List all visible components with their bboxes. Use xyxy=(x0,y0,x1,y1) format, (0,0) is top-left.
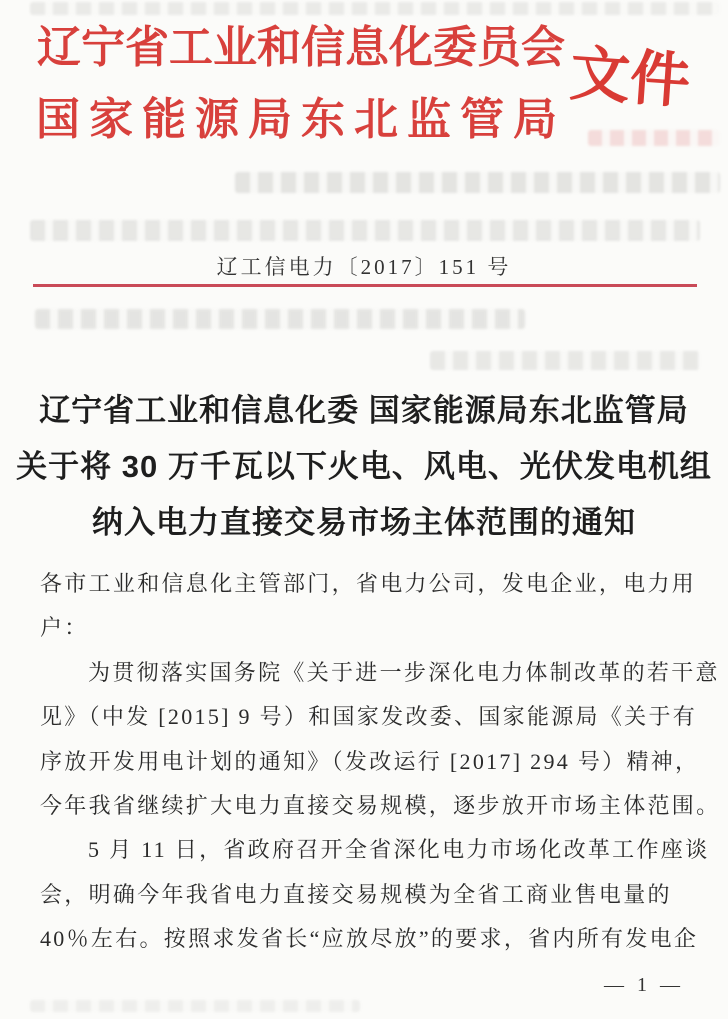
bleed-artifact xyxy=(30,1000,360,1012)
body-line: 各市工业和信息化主管部门，省电力公司，发电企业，电力用 xyxy=(40,571,697,596)
letterhead-agency-line-1: 辽宁省工业和信息化委员会 xyxy=(37,23,565,72)
document-title xyxy=(0,383,728,551)
bleed-artifact xyxy=(35,309,525,329)
body-line: 40％左右。按照求发省长“应放尽放”的要求，省内所有发电企 xyxy=(40,926,699,952)
page-number: — 1 — xyxy=(604,974,684,996)
letterhead-agency-line-2: 国家能源局东北监管局 xyxy=(36,95,566,144)
title-line: 纳入电力直接交易市场主体范围的通知 xyxy=(92,505,636,540)
bleed-artifact xyxy=(588,130,720,146)
title-line: 关于将 30 万千瓦以下火电、风电、光伏发电机组 xyxy=(16,449,712,484)
body-line: 今年我省继续扩大电力直接交易规模，逐步放开市场主体范围。 xyxy=(40,793,721,819)
body-line: 序放开发用电计划的通知》（发改运行 [2017] 294 号）精神， xyxy=(40,748,700,774)
letterhead-doc-type-label: 文件 xyxy=(567,39,693,116)
body-line: 见》（中发 [2015] 9 号）和国家发改委、国家能源局《关于有 xyxy=(40,704,698,730)
body-line: 5 月 11 日，省政府召开全省深化电力市场化改革工作座谈 xyxy=(88,837,710,863)
bleed-artifact xyxy=(30,220,700,241)
body-line: 为贯彻落实国务院《关于进一步深化电力体制改革的若干意 xyxy=(88,659,720,685)
document-body xyxy=(40,562,721,962)
bleed-artifact xyxy=(235,172,720,193)
title-line: 辽宁省工业和信息化委 国家能源局东北监管局 xyxy=(39,393,689,428)
body-line: 户： xyxy=(40,615,89,641)
bleed-artifact xyxy=(430,351,700,370)
body-line: 会，明确今年我省电力直接交易规模为全省工商业售电量的 xyxy=(40,881,672,907)
bleed-artifact xyxy=(30,2,720,15)
red-divider-rule xyxy=(33,284,697,287)
doc-reference-number: 辽工信电力〔2017〕151 号 xyxy=(216,255,512,279)
